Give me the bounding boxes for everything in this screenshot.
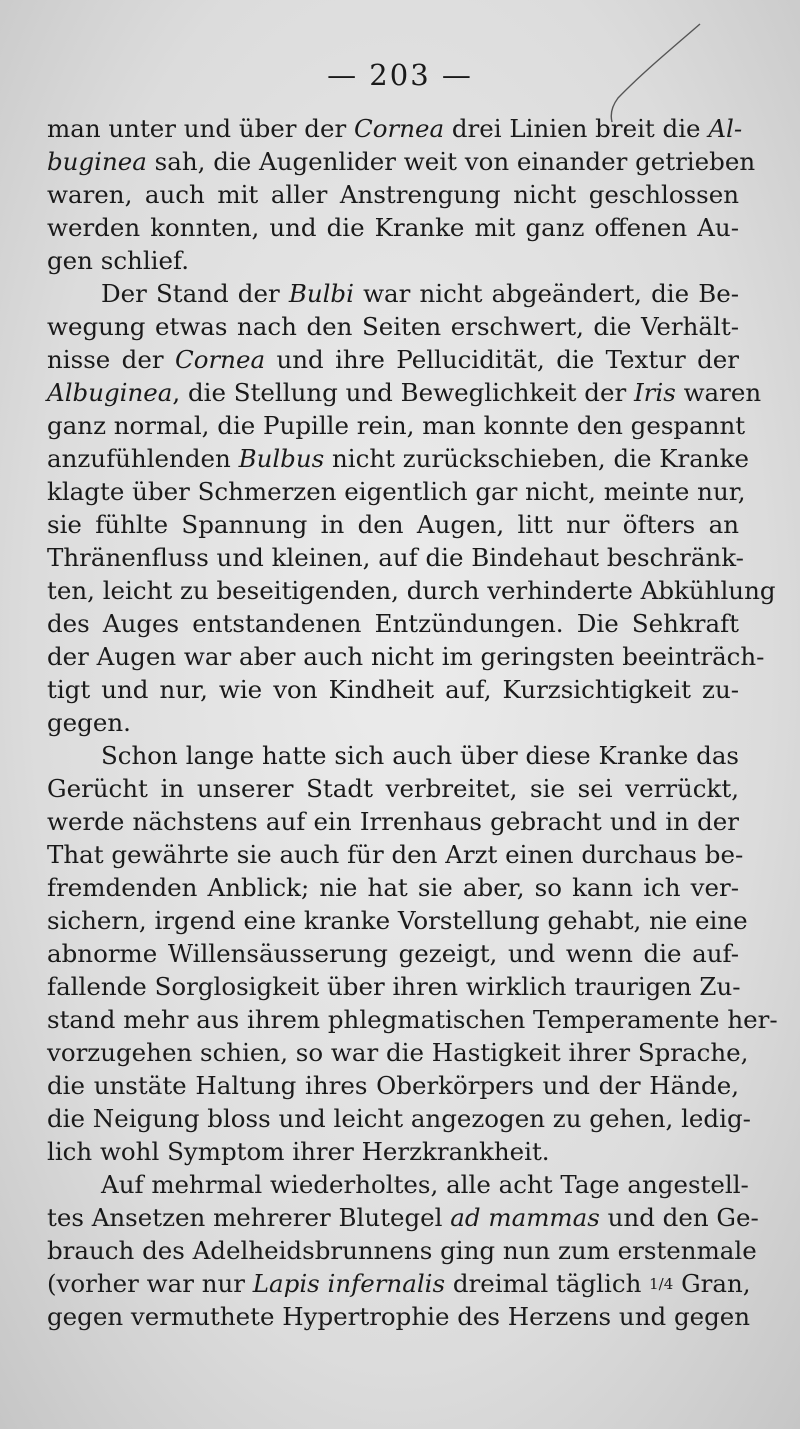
- text-line: wegung etwas nach den Seiten erschwert, die Verhält-: [47, 312, 739, 341]
- body-text: [47, 112, 778, 1333]
- text-line: Schon lange hatte sich auch über diese Kranke das: [101, 741, 739, 770]
- text-line: des Auges entstandenen Entzündungen. Die Sehkraft: [47, 609, 739, 638]
- text-line: stand mehr aus ihrem phlegmatischen Temperamente her-: [47, 1005, 778, 1034]
- text-line: klagte über Schmerzen eigentlich gar nicht, meinte nur,: [47, 477, 746, 506]
- paragraph: [47, 112, 756, 277]
- paragraph: [47, 739, 778, 1168]
- text-line: Der Stand der Bulbi war nicht abgeändert, die Be-: [101, 279, 739, 308]
- text-line: abnorme Willensäusserung gezeigt, und wenn die auf-: [47, 939, 739, 968]
- text-line: Gerücht in unserer Stadt verbreitet, sie sei verrückt,: [47, 774, 739, 803]
- text-line: That gewährte sie auch für den Arzt einen durchaus be-: [47, 840, 744, 869]
- page-number: — 203 —: [327, 58, 473, 92]
- text-line: werden konnten, und die Kranke mit ganz offenen Au-: [47, 213, 739, 242]
- text-line: vorzugehen schien, so war die Hastigkeit ihrer Sprache,: [47, 1038, 749, 1067]
- text-line: anzufühlenden Bulbus nicht zurückschieben, die Kranke: [47, 444, 749, 473]
- text-line: die Neigung bloss und leicht angezogen zu gehen, ledig-: [47, 1104, 751, 1133]
- text-line: brauch des Adelheidsbrunnens ging nun zum erstenmale: [47, 1236, 757, 1265]
- text-line: sie fühlte Spannung in den Augen, litt nur öfters an: [47, 510, 739, 539]
- text-line: nisse der Cornea und ihre Pellucidität, die Textur der: [47, 345, 739, 374]
- text-line: gegen.: [47, 708, 131, 737]
- text-line: gegen vermuthete Hypertrophie des Herzens und gegen: [47, 1302, 751, 1331]
- text-line: Albuginea, die Stellung und Beweglichkeit der Iris waren: [47, 378, 762, 407]
- paragraph: [47, 1168, 759, 1333]
- text-line: gen schlief.: [47, 246, 189, 275]
- text-line: Auf mehrmal wiederholtes, alle acht Tage angestell-: [101, 1170, 749, 1199]
- paragraph: [47, 277, 776, 739]
- text-line: man unter und über der Cornea drei Linien breit die Al-: [47, 114, 743, 143]
- text-line: (vorher war nur Lapis infernalis dreimal täglich 1/4 Gran,: [47, 1269, 751, 1298]
- text-line: Thränenfluss und kleinen, auf die Bindehaut beschränk-: [47, 543, 744, 572]
- text-line: waren, auch mit aller Anstrengung nicht geschlossen: [47, 180, 739, 209]
- text-line: ganz normal, die Pupille rein, man konnte den gespannt: [47, 411, 746, 440]
- text-line: fremdenden Anblick; nie hat sie aber, so kann ich ver-: [47, 873, 739, 902]
- text-line: lich wohl Symptom ihrer Herzkrankheit.: [47, 1137, 550, 1166]
- text-line: tes Ansetzen mehrerer Blutegel ad mammas und den Ge-: [47, 1203, 759, 1232]
- text-line: die unstäte Haltung ihres Oberkörpers und der Hände,: [47, 1071, 739, 1100]
- text-line: werde nächstens auf ein Irrenhaus gebracht und in der: [47, 807, 739, 836]
- text-line: fallende Sorglosigkeit über ihren wirklich traurigen Zu-: [47, 972, 741, 1001]
- text-line: der Augen war aber auch nicht im geringsten beeinträch-: [47, 642, 765, 671]
- text-line: sichern, irgend eine kranke Vorstellung gehabt, nie eine: [47, 906, 748, 935]
- text-line: tigt und nur, wie von Kindheit auf, Kurzsichtigkeit zu-: [47, 675, 739, 704]
- text-line: ten, leicht zu beseitigenden, durch verhinderte Abkühlung: [47, 576, 776, 605]
- text-line: buginea sah, die Augenlider weit von einander getrieben: [47, 147, 756, 176]
